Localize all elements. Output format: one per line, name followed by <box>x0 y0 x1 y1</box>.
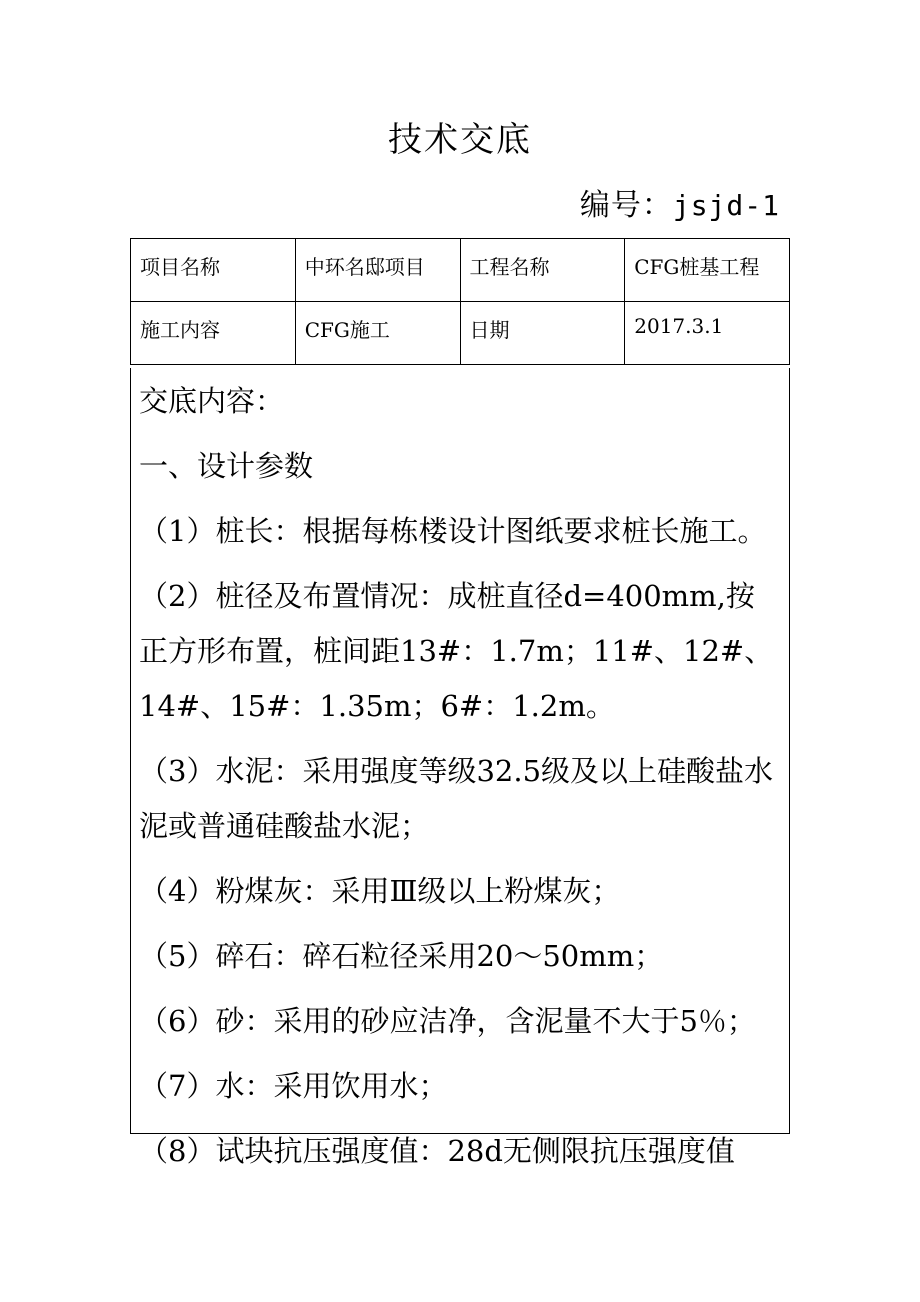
document-number-value: jsjd-1 <box>672 189 780 222</box>
list-item: （5）碎石：碎石粒径采用20～50mm； <box>139 939 664 973</box>
engineering-name-value: CFG桩基工程 <box>625 239 790 302</box>
list-item: （1）桩长：根据每栋楼设计图纸要求桩长施工。 <box>139 514 767 548</box>
date-label: 日期 <box>460 302 625 365</box>
engineering-name-label: 工程名称 <box>460 239 625 302</box>
content-heading: 交底内容： <box>139 384 285 418</box>
document-title: 技术交底 <box>388 120 532 160</box>
list-item: （7）水：采用饮用水； <box>139 1069 448 1103</box>
list-item: （8）试块抗压强度值：28d无侧限抗压强度值 <box>139 1134 735 1168</box>
table-row <box>131 239 790 302</box>
document-number <box>580 180 780 224</box>
date-value: 2017.3.1 <box>625 302 790 365</box>
project-info-table <box>130 238 790 365</box>
list-item: （2）桩径及布置情况：成桩直径d=400mm,按正方形布置，桩间距13#：1.7m；11#、12#、14#、15#：1.35m；6#：1.2m。 <box>139 579 774 723</box>
section-heading: 一、设计参数 <box>139 449 314 483</box>
list-item: （4）粉煤灰：采用Ⅲ级以上粉煤灰； <box>139 874 621 908</box>
document-number-label: 编号： <box>579 188 673 223</box>
project-name-label: 项目名称 <box>131 239 296 302</box>
disclosure-content <box>130 368 790 1168</box>
construction-content-label: 施工内容 <box>131 302 296 365</box>
list-item: （6）砂：采用的砂应洁净，含泥量不大于5％； <box>139 1004 756 1038</box>
table-row <box>131 302 790 365</box>
project-name-value: 中环名邸项目 <box>295 239 460 302</box>
list-item: （3）水泥：采用强度等级32.5级及以上硅酸盐水泥或普通硅酸盐水泥； <box>139 754 774 843</box>
construction-content-value: CFG施工 <box>295 302 460 365</box>
